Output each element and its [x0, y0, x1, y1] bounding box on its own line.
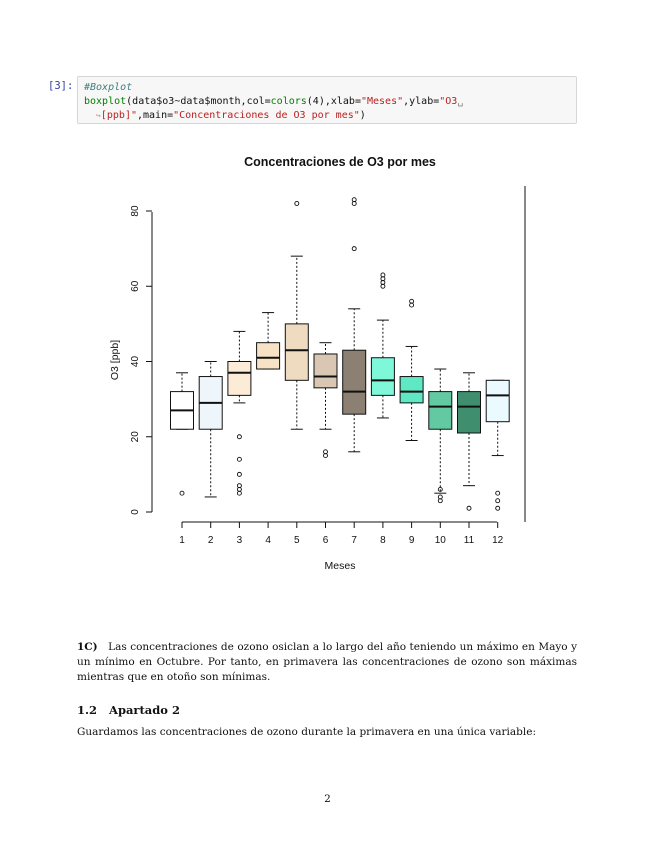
caption-label: 1C): [77, 641, 98, 653]
caption-body: Las concentraciones de ozono osiclan a lo largo del año teniendo un máximo en Mayo y un mínimo en Octubre. Por tanto, en primavera las concentraciones de ozono son máximas mientras que en otoño son mínimas.: [77, 641, 578, 683]
x-tick-label: 7: [351, 535, 357, 546]
x-tick-label: 11: [463, 535, 475, 546]
outlier-point: [467, 506, 471, 510]
outlier-point: [237, 435, 241, 439]
box-rect: [458, 392, 481, 433]
x-tick-label: 4: [265, 535, 271, 546]
box-month-8: [371, 273, 394, 418]
x-tick-label: 2: [207, 535, 214, 546]
outlier-point: [496, 506, 500, 510]
line-continuation-icon: ↪: [96, 111, 101, 120]
x-tick-label: 12: [492, 535, 504, 546]
box-rect: [486, 380, 509, 421]
box-month-11: [458, 373, 481, 510]
y-tick-label: 0: [130, 509, 141, 515]
x-tick-label: 3: [236, 535, 243, 546]
y-tick-label: 80: [130, 205, 141, 217]
box-rect: [257, 343, 280, 369]
box-month-10: [429, 369, 452, 503]
page-number: 2: [324, 793, 331, 805]
x-tick-label: 9: [408, 535, 415, 546]
y-axis-label: O3 [ppb]: [109, 339, 121, 381]
code-string: "O3: [439, 96, 458, 107]
x-tick-label: 10: [434, 535, 446, 546]
box-rect: [285, 324, 308, 380]
box-rect: [400, 377, 423, 403]
outlier-point: [237, 457, 241, 461]
code-args: ,ylab=: [403, 96, 440, 107]
outlier-point: [295, 201, 299, 205]
box-month-4: [257, 313, 280, 369]
outlier-point: [180, 491, 184, 495]
x-tick-label: 6: [322, 535, 329, 546]
box-rect: [371, 358, 394, 396]
cell-prompt: [3]:: [48, 80, 74, 92]
section-title: Apartado 2: [109, 703, 180, 717]
line-wrap-marker: ␣: [457, 96, 464, 107]
code-args: ,main=: [137, 110, 174, 121]
chart-title: Concentraciones de O3 por mes: [244, 155, 436, 169]
code-comment: #Boxplot: [84, 82, 133, 93]
y-tick-label: 20: [130, 431, 141, 443]
box-rect: [343, 350, 366, 414]
box-rect: [314, 354, 337, 388]
box-month-1: [171, 373, 194, 495]
code-args: (4),xlab=: [306, 96, 361, 107]
x-tick-label: 5: [294, 535, 300, 546]
box-rect: [228, 362, 251, 396]
box-month-9: [400, 299, 423, 440]
code-function: boxplot: [84, 96, 127, 107]
outlier-point: [496, 491, 500, 495]
code-colors-function: colors: [270, 96, 307, 107]
outlier-point: [352, 247, 356, 251]
section-heading: [77, 703, 180, 717]
outlier-point: [496, 499, 500, 503]
section-number: 1.2: [77, 703, 98, 717]
code-args: (data$o3~data$month,col=: [126, 96, 271, 107]
code-string: "Concentraciones de O3 por mes": [173, 110, 360, 121]
x-tick-label: 8: [380, 535, 386, 546]
box-month-2: [199, 362, 222, 497]
body-paragraph: Guardamos las concentraciones de ozono durante la primavera en una única variable:: [77, 726, 537, 738]
box-month-7: [343, 198, 366, 452]
caption-paragraph: [77, 640, 577, 685]
code-string: "Meses": [360, 96, 404, 107]
outlier-point: [237, 472, 241, 476]
y-tick-label: 60: [130, 280, 141, 292]
box-month-5: [285, 201, 308, 429]
code-string: [ppb]": [100, 110, 137, 121]
box-month-6: [314, 343, 337, 458]
x-tick-label: 1: [179, 535, 185, 546]
y-tick-label: 40: [130, 355, 141, 368]
box-rect: [429, 392, 452, 430]
code-args: ): [359, 110, 366, 121]
x-axis-label: Meses: [324, 560, 356, 572]
box-month-3: [228, 331, 251, 495]
box-month-12: [486, 380, 509, 510]
